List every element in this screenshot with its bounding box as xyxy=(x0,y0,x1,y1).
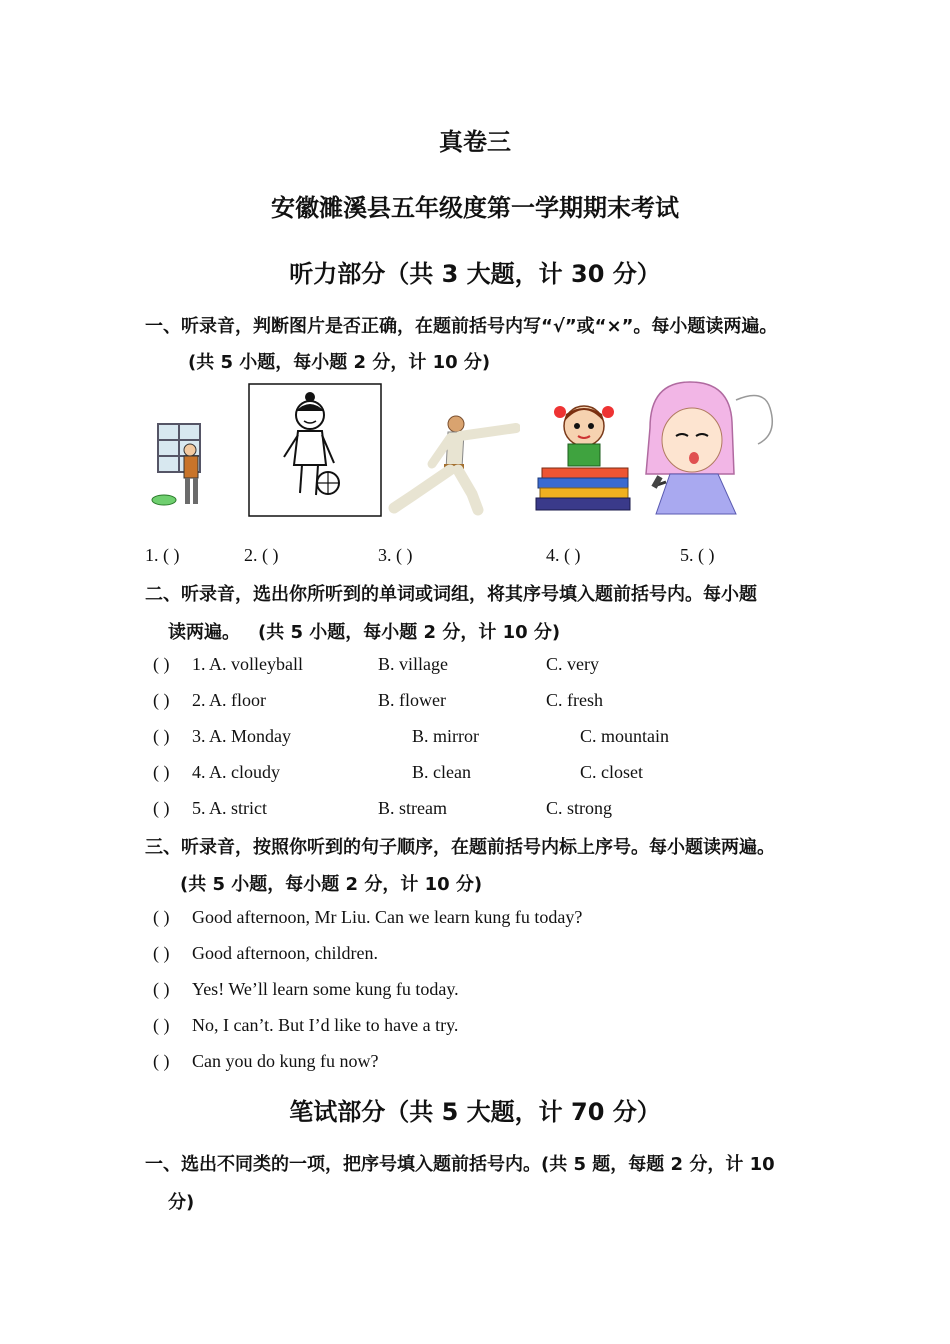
part3-paren[interactable]: ( ) xyxy=(153,1051,170,1071)
part2-paren[interactable]: ( ) xyxy=(153,654,170,674)
part2-option-c: C. closet xyxy=(580,762,643,782)
part3-sentence: Yes! We’ll learn some kung fu today. xyxy=(192,979,459,999)
part2-paren[interactable]: ( ) xyxy=(153,762,170,782)
writing1-instruction: 一、选出不同类的一项，把序号填入题前括号内。(共 5 题，每题 2 分，计 10 xyxy=(145,1154,775,1175)
part2-option-c: C. very xyxy=(546,654,599,674)
part2-option-a: 1. A. volleyball xyxy=(192,654,303,674)
cleaning-window-picture xyxy=(150,420,214,512)
part3-paren[interactable]: ( ) xyxy=(153,943,170,963)
part2-paren[interactable]: ( ) xyxy=(153,690,170,710)
part2-instruction: 二、听录音，选出你所听到的单词或词组，将其序号填入题前括号内。每小题 xyxy=(145,584,757,605)
part3-instruction: 三、听录音，按照你听到的句子顺序，在题前括号内标上序号。每小题读两遍。 xyxy=(145,837,775,858)
part2-score: (共 5 小题，每小题 2 分，计 10 分) xyxy=(258,622,561,643)
part2-option-b: B. stream xyxy=(378,798,447,818)
part2-paren[interactable]: ( ) xyxy=(153,726,170,746)
singing-girl-picture xyxy=(640,378,780,518)
listening-section-title: 听力部分（共 3 大题，计 30 分） xyxy=(289,260,661,288)
reading-girl-picture xyxy=(532,398,638,516)
part1-score: (共 5 小题，每小题 2 分，计 10 分) xyxy=(188,352,491,373)
part3-paren[interactable]: ( ) xyxy=(153,1015,170,1035)
part2-option-b: B. flower xyxy=(378,690,446,710)
part1-blank-3[interactable]: 3. ( ) xyxy=(378,545,413,565)
part2-option-a: 4. A. cloudy xyxy=(192,762,280,782)
part1-blank-2[interactable]: 2. ( ) xyxy=(244,545,279,565)
part3-score: (共 5 小题，每小题 2 分，计 10 分) xyxy=(180,874,483,895)
paper-title: 真卷三 xyxy=(439,128,511,156)
part3-sentence: Good afternoon, children. xyxy=(192,943,378,963)
writing1-instruction-line2: 分) xyxy=(168,1192,195,1213)
part2-option-b: B. mirror xyxy=(412,726,479,746)
part3-sentence: Good afternoon, Mr Liu. Can we learn kung fu today? xyxy=(192,907,583,927)
part2-option-c: C. mountain xyxy=(580,726,669,746)
part2-option-a: 3. A. Monday xyxy=(192,726,291,746)
part2-instruction-line2: 读两遍。 xyxy=(168,622,240,643)
kung-fu-picture xyxy=(388,412,520,518)
writing-section-title: 笔试部分（共 5 大题，计 70 分） xyxy=(289,1098,661,1126)
part3-sentence: Can you do kung fu now? xyxy=(192,1051,379,1071)
exam-title: 安徽濉溪县五年级度第一学期期末考试 xyxy=(271,194,679,222)
part2-paren[interactable]: ( ) xyxy=(153,798,170,818)
part1-blank-1[interactable]: 1. ( ) xyxy=(145,545,180,565)
part2-option-b: B. clean xyxy=(412,762,471,782)
part1-instruction: 一、听录音，判断图片是否正确，在题前括号内写“√”或“×”。每小题读两遍。 xyxy=(145,316,778,337)
part2-option-a: 5. A. strict xyxy=(192,798,267,818)
part1-blank-5[interactable]: 5. ( ) xyxy=(680,545,715,565)
part3-paren[interactable]: ( ) xyxy=(153,979,170,999)
part1-blank-4[interactable]: 4. ( ) xyxy=(546,545,581,565)
basketball-girl-picture xyxy=(248,383,382,517)
part3-sentence: No, I can’t. But I’d like to have a try. xyxy=(192,1015,459,1035)
part2-option-a: 2. A. floor xyxy=(192,690,266,710)
part3-paren[interactable]: ( ) xyxy=(153,907,170,927)
part2-option-b: B. village xyxy=(378,654,448,674)
part2-option-c: C. strong xyxy=(546,798,613,818)
part2-option-c: C. fresh xyxy=(546,690,603,710)
